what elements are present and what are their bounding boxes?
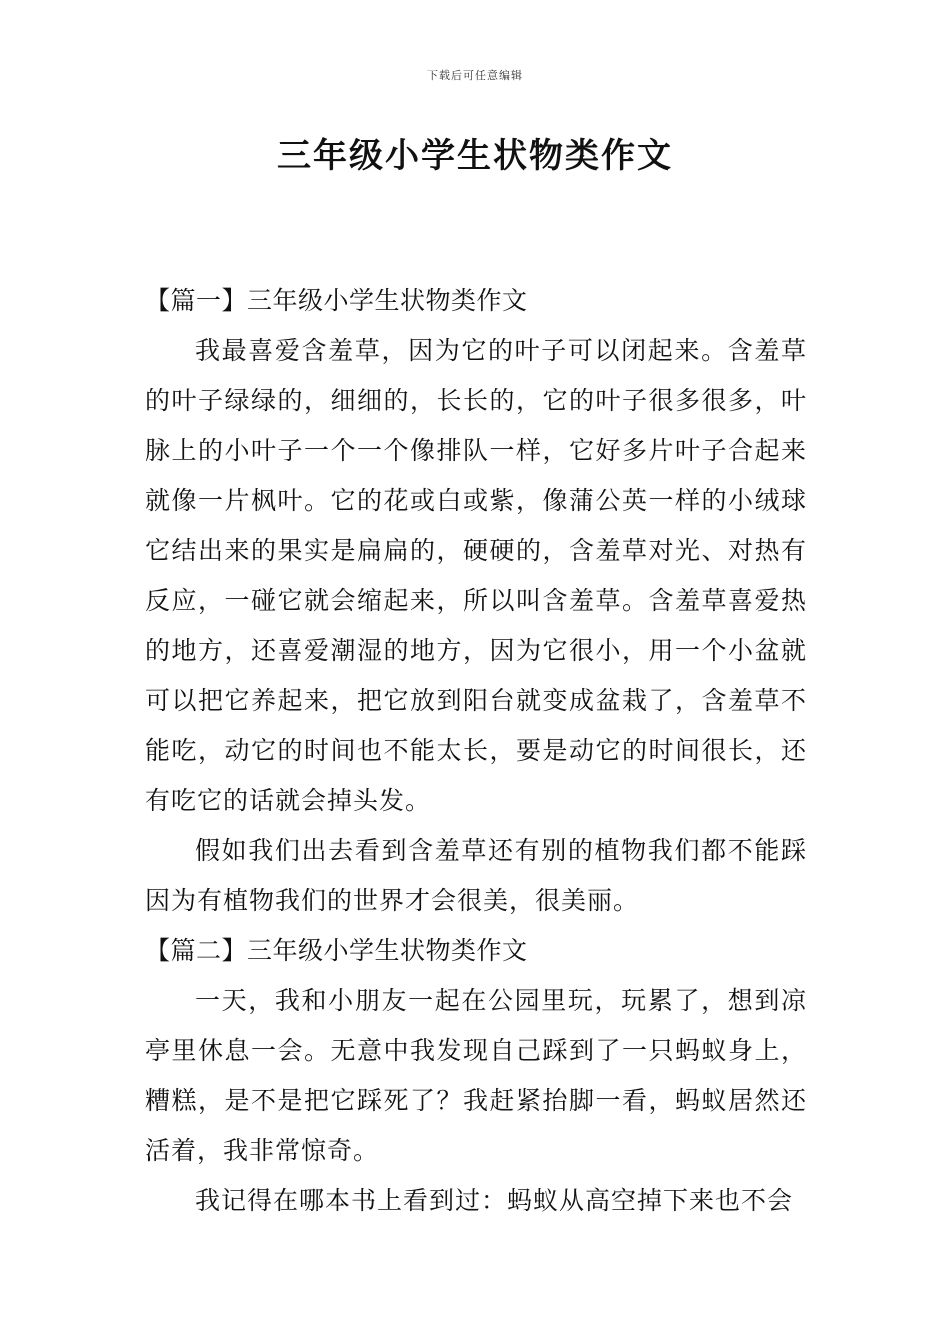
paragraph: 我最喜爱含羞草，因为它的叶子可以闭起来。含羞草的叶子绿绿的，细细的，长长的，它的叶子很多很多，叶脉上的小叶子一个一个像排队一样，它好多片叶子合起来就像一片枫叶。它的花或白或紫，像蒲公英一样的小绒球它结出来的果实是扁扁的，硬硬的，含羞草对光、对热有反应，一碰它就会缩起来，所以叫含羞草。含羞草喜爱热的地方，还喜爱潮湿的地方，因为它很小，用一个小盆就可以把它养起来，把它放到阳台就变成盆栽了，含羞草不能吃，动它的时间也不能太长，要是动它的时间很长，还有吃它的话就会掉头发。 bbox=[145, 336, 807, 815]
section-heading-1: 【篇一】三年级小学生状物类作文 bbox=[145, 286, 528, 315]
document-body bbox=[145, 276, 807, 1226]
paragraph: 假如我们出去看到含羞草还有别的植物我们都不能踩因为有植物我们的世界才会很美，很美丽。 bbox=[145, 836, 807, 915]
page-title: 三年级小学生状物类作文 bbox=[277, 136, 673, 176]
section-heading-2: 【篇二】三年级小学生状物类作文 bbox=[145, 936, 528, 965]
paragraph: 一天，我和小朋友一起在公园里玩，玩累了，想到凉亭里休息一会。无意中我发现自己踩到了一只蚂蚁身上，糟糕，是不是把它踩死了？我赶紧抬脚一看，蚂蚁居然还活着，我非常惊奇。 bbox=[145, 986, 807, 1165]
header-note: 下载后可任意编辑 bbox=[427, 69, 523, 82]
paragraph: 我记得在哪本书上看到过：蚂蚁从高空掉下来也不会 bbox=[195, 1186, 794, 1215]
